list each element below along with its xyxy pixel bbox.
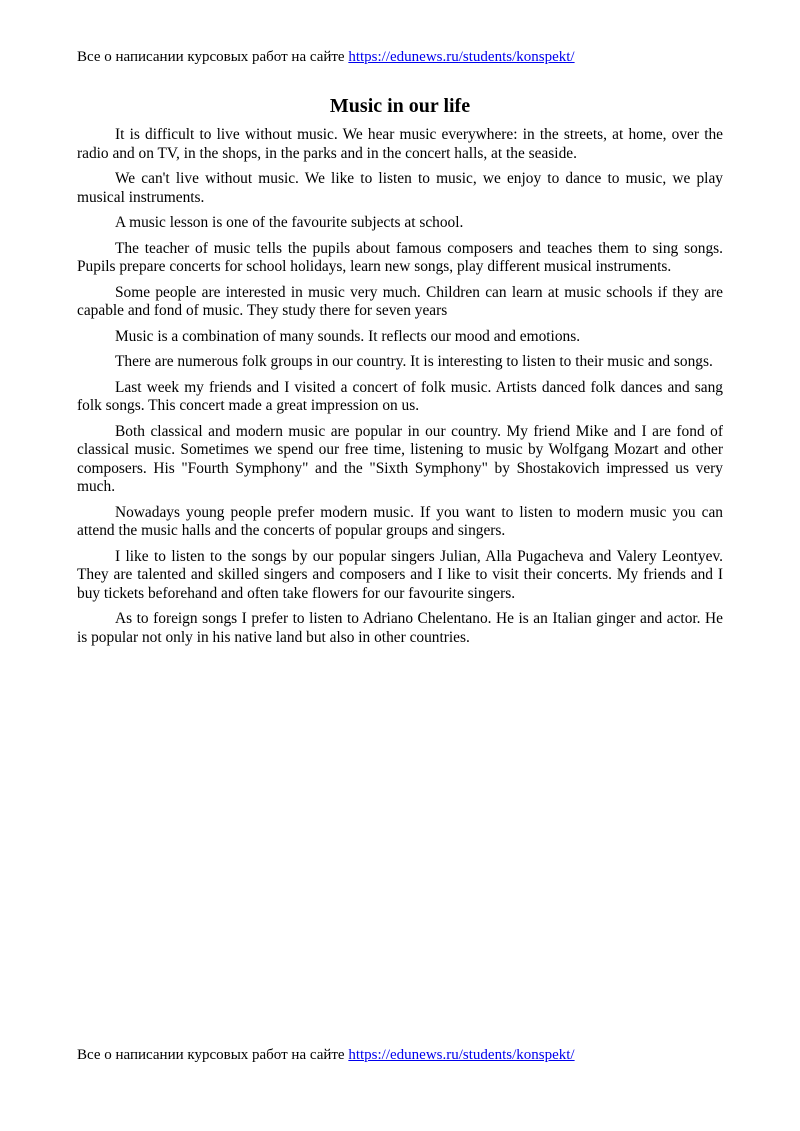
paragraph: Last week my friends and I visited a concert of folk music. Artists danced folk dances and sang folk songs. This concert made a great impression on us. <box>77 378 723 414</box>
paragraph: The teacher of music tells the pupils about famous composers and teaches them to sing songs. Pupils prepare concerts for school holidays, learn new songs, play different musical instruments. <box>77 239 723 275</box>
page-header <box>77 48 575 67</box>
paragraph: Some people are interested in music very much. Children can learn at music schools if they are capable and fond of music. They study there for seven years <box>77 283 723 319</box>
paragraph: I like to listen to the songs by our popular singers Julian, Alla Pugacheva and Valery Leontyev. They are talented and skilled singers and composers and I like to visit their concerts. My friends and I buy tickets beforehand and often take flowers for our favourite singers. <box>77 547 723 602</box>
footer-text: Все о написании курсовых работ на сайте <box>77 1047 349 1063</box>
paragraph: Both classical and modern music are popular in our country. My friend Mike and I are fond of classical music. Sometimes we spend our free time, listening to music by Wolfgang Mozart and other composers. His "Fourth Symphony" and the "Sixth Symphony" by Shostakovich impressed us very much. <box>77 422 723 495</box>
header-link[interactable]: https://edunews.ru/students/konspekt/ <box>348 49 575 65</box>
header-text: Все о написании курсовых работ на сайте <box>77 49 349 65</box>
footer-link[interactable]: https://edunews.ru/students/konspekt/ <box>348 1047 575 1063</box>
paragraph: A music lesson is one of the favourite subjects at school. <box>115 214 464 231</box>
paragraph: We can't live without music. We like to listen to music, we enjoy to dance to music, we play musical instruments. <box>77 170 723 206</box>
paragraph: As to foreign songs I prefer to listen to Adriano Chelentano. He is an Italian ginger and actor. He is popular not only in his native land but also in other countries. <box>77 610 723 646</box>
paragraph: Music is a combination of many sounds. It reflects our mood and emotions. <box>115 327 581 345</box>
document-body <box>77 126 723 654</box>
page-footer <box>77 1046 575 1065</box>
paragraph: It is difficult to live without music. We hear music everywhere: in the streets, at home, over the radio and on TV, in the shops, in the parks and in the concert halls, at the seaside. <box>77 126 723 162</box>
paragraph: Nowadays young people prefer modern music. If you want to listen to modern music you can attend the music halls and the concerts of popular groups and singers. <box>77 503 723 539</box>
paragraph: There are numerous folk groups in our country. It is interesting to listen to their music and songs. <box>115 353 713 370</box>
document-title: Music in our life <box>329 95 471 117</box>
